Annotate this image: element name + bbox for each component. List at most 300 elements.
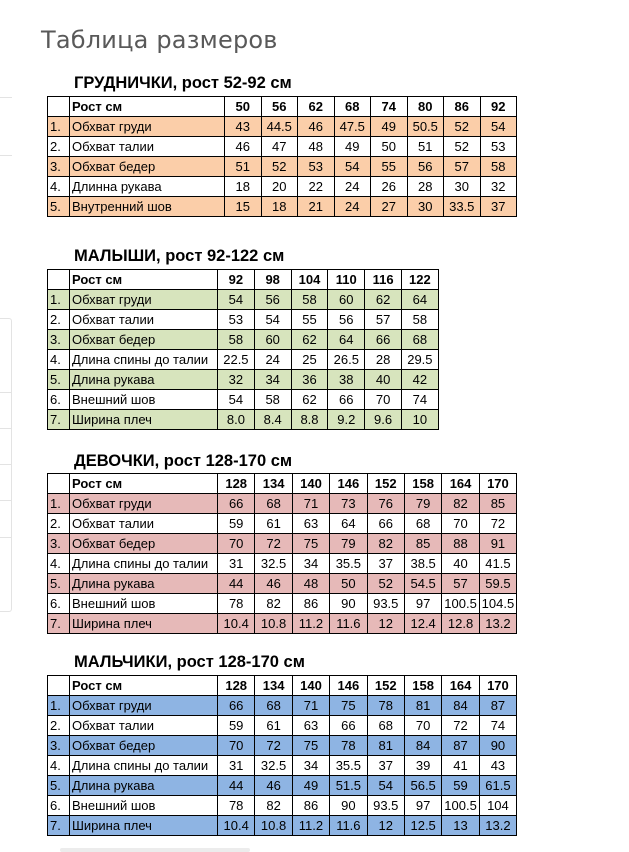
section-title-infants: ГРУДНИЧКИ, рост 52-92 см — [74, 74, 292, 92]
measurement-label: Длина рукава — [70, 574, 218, 594]
measurement-label: Обхват груди — [70, 494, 218, 514]
measurement-value: 63 — [292, 514, 329, 534]
size-header-cell: 146 — [330, 676, 367, 696]
row-number: 2. — [48, 137, 70, 157]
size-header-cell: 134 — [255, 676, 292, 696]
measurement-value: 72 — [255, 534, 292, 554]
measurement-value: 76 — [367, 494, 404, 514]
measurement-value: 66 — [330, 716, 367, 736]
measurement-value: 66 — [218, 696, 255, 716]
section-title-girls: ДЕВОЧКИ, рост 128-170 см — [74, 452, 293, 470]
measurement-label: Обхват бедер — [70, 330, 218, 350]
measurement-value: 48 — [292, 574, 329, 594]
measurement-label: Обхват бедер — [70, 736, 218, 756]
measurement-label: Ширина плеч — [70, 410, 218, 430]
measurement-label: Длина рукава — [70, 776, 218, 796]
measurement-value: 13 — [442, 816, 479, 836]
row-number: 3. — [48, 330, 70, 350]
table-header-row — [48, 676, 517, 696]
measurement-value: 20 — [261, 177, 298, 197]
size-header-cell: 116 — [365, 270, 402, 290]
header-empty-cell — [48, 270, 70, 290]
measurement-value: 54 — [218, 290, 255, 310]
measurement-value: 31 — [218, 554, 255, 574]
measurement-value: 15 — [225, 197, 262, 217]
measurement-value: 12.4 — [404, 614, 441, 634]
measurement-value: 25 — [291, 350, 328, 370]
measurement-value: 50 — [330, 574, 367, 594]
size-header-cell: 152 — [367, 474, 404, 494]
measurement-value: 57 — [444, 157, 481, 177]
measurement-value: 82 — [367, 534, 404, 554]
measurement-label: Длина спины до талии — [70, 350, 218, 370]
measurement-value: 48 — [298, 137, 335, 157]
measurement-value: 78 — [218, 796, 255, 816]
measurement-value: 31 — [218, 756, 255, 776]
measurement-value: 104 — [479, 796, 516, 816]
table-row — [48, 796, 517, 816]
measurement-value: 70 — [218, 534, 255, 554]
measurement-label: Длина рукава — [70, 370, 218, 390]
size-table-girls — [47, 473, 517, 634]
measurement-value: 58 — [291, 290, 328, 310]
measurement-value: 32 — [218, 370, 255, 390]
measurement-value: 8.4 — [254, 410, 291, 430]
measurement-value: 10.8 — [255, 816, 292, 836]
measurement-value: 46 — [225, 137, 262, 157]
height-header-label: Рост см — [70, 270, 218, 290]
measurement-label: Обхват груди — [70, 696, 218, 716]
measurement-value: 72 — [255, 736, 292, 756]
measurement-value: 9.2 — [328, 410, 365, 430]
row-number: 1. — [48, 696, 70, 716]
row-number: 2. — [48, 514, 70, 534]
measurement-value: 51 — [407, 137, 444, 157]
table-row — [48, 816, 517, 836]
measurement-value: 54 — [480, 117, 517, 137]
table-row — [48, 494, 517, 514]
table-row — [48, 554, 517, 574]
page-edge-line — [0, 155, 12, 156]
measurement-value: 12 — [367, 816, 404, 836]
row-number: 1. — [48, 290, 70, 310]
measurement-label: Внешний шов — [70, 796, 218, 816]
size-header-cell: 140 — [292, 474, 329, 494]
measurement-value: 12.8 — [442, 614, 479, 634]
measurement-value: 40 — [442, 554, 479, 574]
page-edge-line — [0, 500, 12, 501]
measurement-value: 54 — [254, 310, 291, 330]
measurement-value: 32.5 — [255, 756, 292, 776]
table-row — [48, 310, 439, 330]
size-header-cell: 62 — [298, 97, 335, 117]
measurement-value: 24 — [334, 177, 371, 197]
row-number: 7. — [48, 614, 70, 634]
row-number: 1. — [48, 117, 70, 137]
row-number: 5. — [48, 574, 70, 594]
size-header-cell: 50 — [225, 97, 262, 117]
page-edge-line — [0, 464, 12, 465]
measurement-label: Обхват бедер — [70, 157, 225, 177]
measurement-value: 38.5 — [404, 554, 441, 574]
table-row — [48, 514, 517, 534]
size-header-cell: 152 — [367, 676, 404, 696]
measurement-value: 57 — [365, 310, 402, 330]
measurement-value: 90 — [479, 736, 516, 756]
measurement-value: 52 — [261, 157, 298, 177]
measurement-value: 29.5 — [401, 350, 438, 370]
row-number: 7. — [48, 816, 70, 836]
table-row — [48, 716, 517, 736]
measurement-value: 58 — [254, 390, 291, 410]
size-header-cell: 110 — [328, 270, 365, 290]
measurement-value: 55 — [371, 157, 408, 177]
measurement-value: 78 — [367, 696, 404, 716]
measurement-value: 34 — [254, 370, 291, 390]
measurement-value: 85 — [479, 494, 516, 514]
table-row — [48, 534, 517, 554]
header-empty-cell — [48, 97, 70, 117]
row-number: 5. — [48, 776, 70, 796]
measurement-value: 47 — [261, 137, 298, 157]
measurement-value: 90 — [330, 594, 367, 614]
height-header-label: Рост см — [70, 97, 225, 117]
measurement-value: 91 — [479, 534, 516, 554]
measurement-value: 85 — [404, 534, 441, 554]
measurement-value: 46 — [255, 776, 292, 796]
page-edge-line — [0, 428, 12, 429]
measurement-value: 28 — [407, 177, 444, 197]
measurement-value: 59 — [442, 776, 479, 796]
measurement-value: 11.2 — [292, 614, 329, 634]
row-number: 3. — [48, 157, 70, 177]
measurement-value: 26.5 — [328, 350, 365, 370]
size-header-cell: 164 — [442, 474, 479, 494]
measurement-value: 79 — [330, 534, 367, 554]
measurement-value: 61 — [255, 716, 292, 736]
header-empty-cell — [48, 676, 70, 696]
measurement-value: 28 — [365, 350, 402, 370]
measurement-value: 26 — [371, 177, 408, 197]
table-row — [48, 197, 517, 217]
measurement-value: 60 — [254, 330, 291, 350]
measurement-value: 52 — [444, 137, 481, 157]
measurement-value: 37 — [480, 197, 517, 217]
measurement-value: 61 — [255, 514, 292, 534]
measurement-value: 34 — [292, 756, 329, 776]
measurement-value: 46 — [255, 574, 292, 594]
size-header-cell: 170 — [479, 676, 516, 696]
table-row — [48, 390, 439, 410]
measurement-value: 90 — [330, 796, 367, 816]
size-header-cell: 68 — [334, 97, 371, 117]
measurement-value: 34 — [292, 554, 329, 574]
table-row — [48, 574, 517, 594]
measurement-value: 97 — [404, 594, 441, 614]
table-row — [48, 410, 439, 430]
row-number: 4. — [48, 350, 70, 370]
size-header-cell: 98 — [254, 270, 291, 290]
measurement-value: 74 — [479, 716, 516, 736]
measurement-value: 41.5 — [479, 554, 516, 574]
size-header-cell: 170 — [479, 474, 516, 494]
measurement-label: Внешний шов — [70, 390, 218, 410]
measurement-value: 56 — [254, 290, 291, 310]
table-row — [48, 177, 517, 197]
measurement-value: 53 — [218, 310, 255, 330]
measurement-value: 84 — [442, 696, 479, 716]
measurement-value: 58 — [218, 330, 255, 350]
measurement-value: 66 — [365, 330, 402, 350]
measurement-value: 86 — [292, 796, 329, 816]
measurement-value: 44.5 — [261, 117, 298, 137]
measurement-value: 43 — [479, 756, 516, 776]
measurement-value: 54 — [218, 390, 255, 410]
measurement-value: 68 — [367, 716, 404, 736]
measurement-label: Обхват талии — [70, 137, 225, 157]
measurement-value: 70 — [218, 736, 255, 756]
measurement-value: 86 — [292, 594, 329, 614]
measurement-value: 70 — [404, 716, 441, 736]
measurement-value: 27 — [371, 197, 408, 217]
size-header-cell: 158 — [404, 676, 441, 696]
measurement-label: Внутренний шов — [70, 197, 225, 217]
measurement-value: 46 — [298, 117, 335, 137]
size-header-cell: 164 — [442, 676, 479, 696]
measurement-value: 81 — [404, 696, 441, 716]
row-number: 3. — [48, 534, 70, 554]
row-number: 6. — [48, 390, 70, 410]
table-header-row — [48, 474, 517, 494]
height-header-label: Рост см — [70, 676, 218, 696]
measurement-value: 37 — [367, 756, 404, 776]
table-row — [48, 614, 517, 634]
measurement-label: Обхват груди — [70, 290, 218, 310]
measurement-value: 64 — [401, 290, 438, 310]
measurement-value: 53 — [298, 157, 335, 177]
measurement-value: 87 — [442, 736, 479, 756]
measurement-label: Обхват бедер — [70, 534, 218, 554]
measurement-value: 49 — [334, 137, 371, 157]
measurement-value: 24 — [254, 350, 291, 370]
measurement-value: 53 — [480, 137, 517, 157]
row-number: 4. — [48, 554, 70, 574]
measurement-value: 73 — [330, 494, 367, 514]
size-header-cell: 92 — [480, 97, 517, 117]
size-header-cell: 92 — [218, 270, 255, 290]
measurement-value: 57 — [442, 574, 479, 594]
measurement-value: 10.8 — [255, 614, 292, 634]
row-number: 1. — [48, 494, 70, 514]
measurement-value: 24 — [334, 197, 371, 217]
measurement-value: 88 — [442, 534, 479, 554]
measurement-value: 8.0 — [218, 410, 255, 430]
size-header-cell: 128 — [218, 676, 255, 696]
table-row — [48, 756, 517, 776]
measurement-value: 62 — [291, 330, 328, 350]
measurement-value: 56 — [328, 310, 365, 330]
measurement-value: 32 — [480, 177, 517, 197]
table-row — [48, 370, 439, 390]
page-edge-line — [0, 392, 12, 393]
measurement-value: 32.5 — [255, 554, 292, 574]
measurement-value: 52 — [367, 574, 404, 594]
measurement-value: 10 — [401, 410, 438, 430]
row-number: 4. — [48, 756, 70, 776]
size-table-boys — [47, 675, 517, 836]
measurement-value: 35.5 — [330, 756, 367, 776]
row-number: 4. — [48, 177, 70, 197]
measurement-value: 54 — [334, 157, 371, 177]
measurement-value: 75 — [330, 696, 367, 716]
measurement-value: 87 — [479, 696, 516, 716]
table-row — [48, 696, 517, 716]
measurement-value: 70 — [442, 514, 479, 534]
table-row — [48, 350, 439, 370]
measurement-label: Длина спины до талии — [70, 756, 218, 776]
measurement-label: Обхват груди — [70, 117, 225, 137]
measurement-value: 82 — [255, 796, 292, 816]
size-table-infants — [47, 96, 517, 217]
measurement-value: 81 — [367, 736, 404, 756]
page-edge-bracket — [0, 318, 12, 612]
measurement-value: 68 — [255, 494, 292, 514]
table-row — [48, 117, 517, 137]
measurement-value: 66 — [218, 494, 255, 514]
measurement-label: Внешний шов — [70, 594, 218, 614]
measurement-label: Ширина плеч — [70, 816, 218, 836]
size-header-cell: 158 — [404, 474, 441, 494]
measurement-value: 41 — [442, 756, 479, 776]
measurement-value: 50.5 — [407, 117, 444, 137]
measurement-value: 11.2 — [292, 816, 329, 836]
measurement-value: 13.2 — [479, 816, 516, 836]
measurement-value: 52 — [444, 117, 481, 137]
measurement-value: 11.6 — [330, 816, 367, 836]
measurement-value: 18 — [261, 197, 298, 217]
measurement-value: 78 — [218, 594, 255, 614]
size-header-cell: 104 — [291, 270, 328, 290]
measurement-value: 72 — [442, 716, 479, 736]
measurement-label: Обхват талии — [70, 310, 218, 330]
page-edge-line — [0, 537, 12, 538]
measurement-value: 21 — [298, 197, 335, 217]
measurement-value: 61.5 — [479, 776, 516, 796]
measurement-value: 62 — [291, 390, 328, 410]
measurement-value: 71 — [292, 494, 329, 514]
measurement-value: 78 — [330, 736, 367, 756]
row-number: 6. — [48, 594, 70, 614]
measurement-value: 93.5 — [367, 594, 404, 614]
size-header-cell: 74 — [371, 97, 408, 117]
measurement-value: 82 — [255, 594, 292, 614]
measurement-value: 64 — [328, 330, 365, 350]
measurement-value: 12 — [367, 614, 404, 634]
measurement-value: 104.5 — [479, 594, 516, 614]
measurement-value: 72 — [479, 514, 516, 534]
measurement-value: 74 — [401, 390, 438, 410]
measurement-value: 100.5 — [442, 594, 479, 614]
measurement-value: 12.5 — [404, 816, 441, 836]
measurement-value: 37 — [367, 554, 404, 574]
measurement-value: 56 — [407, 157, 444, 177]
measurement-value: 64 — [330, 514, 367, 534]
page-title: Таблица размеров — [41, 26, 278, 54]
measurement-value: 59.5 — [479, 574, 516, 594]
measurement-value: 70 — [365, 390, 402, 410]
measurement-value: 51.5 — [330, 776, 367, 796]
measurement-value: 49 — [371, 117, 408, 137]
measurement-value: 68 — [404, 514, 441, 534]
measurement-value: 51 — [225, 157, 262, 177]
measurement-value: 100.5 — [442, 796, 479, 816]
measurement-value: 55 — [291, 310, 328, 330]
bottom-shadow — [60, 848, 250, 852]
measurement-value: 49 — [292, 776, 329, 796]
measurement-value: 9.6 — [365, 410, 402, 430]
table-row — [48, 776, 517, 796]
measurement-value: 59 — [218, 514, 255, 534]
measurement-value: 10.4 — [218, 614, 255, 634]
measurement-value: 38 — [328, 370, 365, 390]
measurement-value: 30 — [444, 177, 481, 197]
section-title-boys: МАЛЬЧИКИ, рост 128-170 см — [74, 653, 305, 671]
measurement-value: 47.5 — [334, 117, 371, 137]
measurement-label: Обхват талии — [70, 514, 218, 534]
measurement-value: 50 — [371, 137, 408, 157]
measurement-value: 79 — [404, 494, 441, 514]
table-row — [48, 736, 517, 756]
measurement-value: 54 — [367, 776, 404, 796]
row-number: 3. — [48, 736, 70, 756]
row-number: 5. — [48, 370, 70, 390]
measurement-value: 22 — [298, 177, 335, 197]
measurement-value: 39 — [404, 756, 441, 776]
height-header-label: Рост см — [70, 474, 218, 494]
size-header-cell: 128 — [218, 474, 255, 494]
size-header-cell: 86 — [444, 97, 481, 117]
measurement-value: 22.5 — [218, 350, 255, 370]
measurement-value: 97 — [404, 796, 441, 816]
measurement-value: 84 — [404, 736, 441, 756]
measurement-value: 8.8 — [291, 410, 328, 430]
table-header-row — [48, 97, 517, 117]
measurement-value: 75 — [292, 736, 329, 756]
size-header-cell: 146 — [330, 474, 367, 494]
row-number: 7. — [48, 410, 70, 430]
measurement-value: 63 — [292, 716, 329, 736]
measurement-value: 54.5 — [404, 574, 441, 594]
size-header-cell: 80 — [407, 97, 444, 117]
size-header-cell: 140 — [292, 676, 329, 696]
size-header-cell: 56 — [261, 97, 298, 117]
measurement-value: 44 — [218, 776, 255, 796]
measurement-value: 93.5 — [367, 796, 404, 816]
measurement-value: 43 — [225, 117, 262, 137]
row-number: 2. — [48, 716, 70, 736]
measurement-value: 30 — [407, 197, 444, 217]
measurement-value: 10.4 — [218, 816, 255, 836]
measurement-label: Длина спины до талии — [70, 554, 218, 574]
measurement-label: Длинна рукава — [70, 177, 225, 197]
measurement-value: 62 — [365, 290, 402, 310]
measurement-value: 13.2 — [479, 614, 516, 634]
header-empty-cell — [48, 474, 70, 494]
table-row — [48, 137, 517, 157]
measurement-value: 58 — [480, 157, 517, 177]
row-number: 6. — [48, 796, 70, 816]
measurement-value: 68 — [255, 696, 292, 716]
